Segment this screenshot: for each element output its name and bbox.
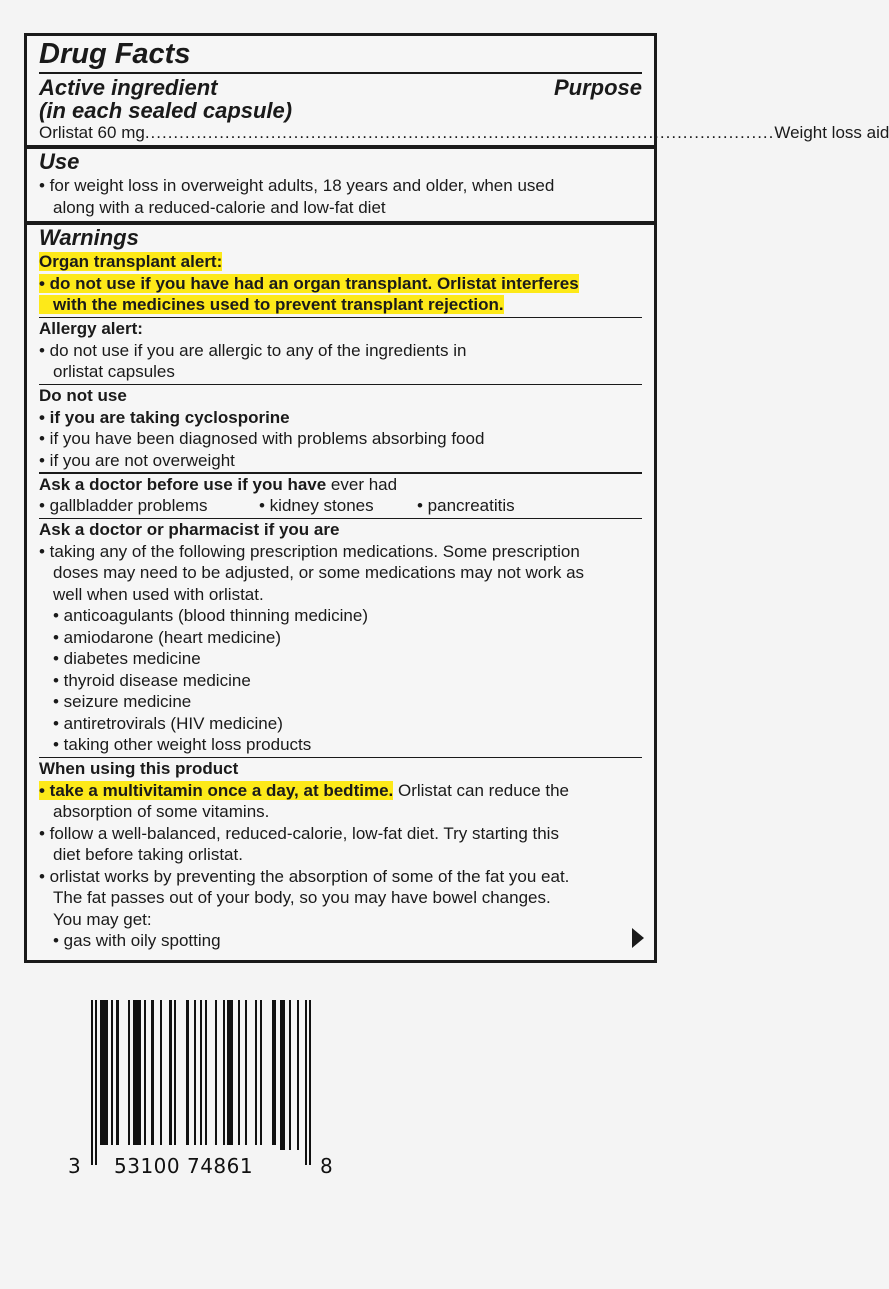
barcode-bar	[297, 1000, 299, 1150]
when-using-line: absorption of some vitamins.	[53, 802, 270, 821]
barcode-bar	[160, 1000, 162, 1150]
barcode-bar	[223, 1000, 225, 1150]
barcode-bar	[200, 1000, 202, 1165]
barcode-bar	[111, 1000, 113, 1150]
barcode-bar	[309, 1000, 311, 1165]
barcode-bar	[255, 1000, 257, 1150]
barcode-bar	[151, 1000, 154, 1150]
barcode-bar	[238, 1000, 240, 1150]
barcode-bar	[186, 1000, 189, 1150]
multivitamin-highlight: • take a multivitamin once a day, at bedtime.	[39, 780, 394, 800]
organ-alert-heading: Organ transplant alert:	[39, 252, 223, 271]
ask-pharmacist-heading: Ask a doctor or pharmacist if you are	[39, 520, 340, 539]
when-using-line: The fat passes out of your body, so you may have bowel changes.	[53, 888, 551, 907]
ask-pharmacist-line: doses may need to be adjusted, or some medications may not work as	[53, 563, 585, 582]
barcode-bar	[205, 1000, 207, 1150]
when-using-heading: When using this product	[39, 759, 239, 778]
active-ingredient-heading: Active ingredient	[39, 74, 218, 100]
continue-arrow-icon	[632, 928, 644, 948]
barcode-bar	[289, 1000, 291, 1150]
barcode-bar	[169, 1000, 172, 1150]
divider	[39, 72, 642, 74]
barcode-bar	[116, 1000, 119, 1150]
barcode-bar	[245, 1000, 247, 1150]
barcode-bar	[194, 1000, 196, 1165]
do-not-use-item: • if you are not overweight	[39, 450, 235, 470]
allergy-line: orlistat capsules	[53, 362, 175, 381]
when-using-subitem: • gas with oily spotting	[53, 931, 221, 950]
barcode-digit-right: 8	[320, 1154, 333, 1178]
organ-alert-line: • do not use if you have had an organ transplant. Orlistat interferes	[39, 273, 579, 293]
barcode-bar	[260, 1000, 262, 1150]
barcode-bar	[133, 1000, 141, 1150]
medication-item: • amiodarone (heart medicine)	[53, 627, 282, 647]
medication-item: • antiretrovirals (HIV medicine)	[53, 713, 283, 733]
do-not-use-item: • if you are taking cyclosporine	[39, 407, 290, 427]
drug-facts-panel	[24, 33, 889, 963]
when-using-line: • orlistat works by preventing the absorption of some of the fat you eat.	[39, 866, 570, 886]
drug-facts-title: Drug Facts	[39, 38, 191, 70]
when-using-line: diet before taking orlistat.	[53, 845, 243, 864]
barcode-bar	[272, 1000, 276, 1150]
warnings-heading: Warnings	[39, 225, 139, 250]
do-not-use-item: • if you have been diagnosed with problems absorbing food	[39, 429, 485, 448]
ingredient: Orlistat 60 mg	[39, 122, 145, 142]
ask-pharmacist-line: • taking any of the following prescription medications. Some prescription	[39, 541, 580, 561]
barcode-bar	[215, 1000, 217, 1150]
barcode-bar	[280, 1000, 285, 1150]
barcode-digits: 53100 74861	[114, 1154, 254, 1178]
medication-item: • taking other weight loss products	[53, 735, 312, 754]
barcode-bar	[174, 1000, 176, 1150]
medication-item: • seizure medicine	[53, 692, 192, 711]
barcode-bar	[144, 1000, 146, 1150]
when-using-line: Orlistat can reduce the	[393, 780, 570, 800]
ask-doctor-item: • gallbladder problems	[39, 496, 208, 515]
ask-doctor-item: • kidney stones	[259, 496, 374, 515]
ask-doctor-item: • pancreatitis	[417, 496, 515, 515]
barcode-bar	[227, 1000, 233, 1150]
barcode	[60, 995, 360, 1180]
medication-item: • anticoagulants (blood thinning medicine)	[53, 606, 368, 625]
ask-doctor-heading-rest: ever had	[326, 474, 398, 494]
medication-item: • diabetes medicine	[53, 649, 201, 668]
use-line: • for weight loss in overweight adults, 18 years and older, when used	[39, 176, 555, 195]
medication-item: • thyroid disease medicine	[53, 670, 251, 690]
barcode-bar	[128, 1000, 130, 1150]
barcode-bar	[91, 1000, 93, 1165]
active-subheading: (in each sealed capsule)	[39, 97, 293, 123]
barcode-bar	[95, 1000, 97, 1165]
when-using-line: • follow a well-balanced, reduced-calorie, low-fat diet. Try starting this	[39, 823, 559, 843]
organ-alert-line: with the medicines used to prevent transplant rejection.	[39, 295, 504, 314]
purpose: Weight loss aid	[774, 122, 889, 142]
use-heading: Use	[39, 149, 80, 174]
use-line: along with a reduced-calorie and low-fat diet	[53, 197, 386, 217]
ask-pharmacist-line: well when used with orlistat.	[53, 584, 264, 604]
when-using-line: You may get:	[53, 909, 152, 929]
ask-doctor-heading: Ask a doctor before use if you have	[39, 474, 327, 494]
barcode-digit-left: 3	[68, 1154, 81, 1178]
barcode-bar	[305, 1000, 307, 1165]
barcode-bar	[100, 1000, 108, 1165]
purpose-heading: Purpose	[553, 74, 642, 100]
allergy-heading: Allergy alert:	[39, 319, 143, 338]
allergy-line: • do not use if you are allergic to any of the ingredients in	[39, 340, 467, 360]
do-not-use-heading: Do not use	[39, 386, 127, 405]
leader-dots: ..............................................................................................................	[144, 122, 775, 142]
